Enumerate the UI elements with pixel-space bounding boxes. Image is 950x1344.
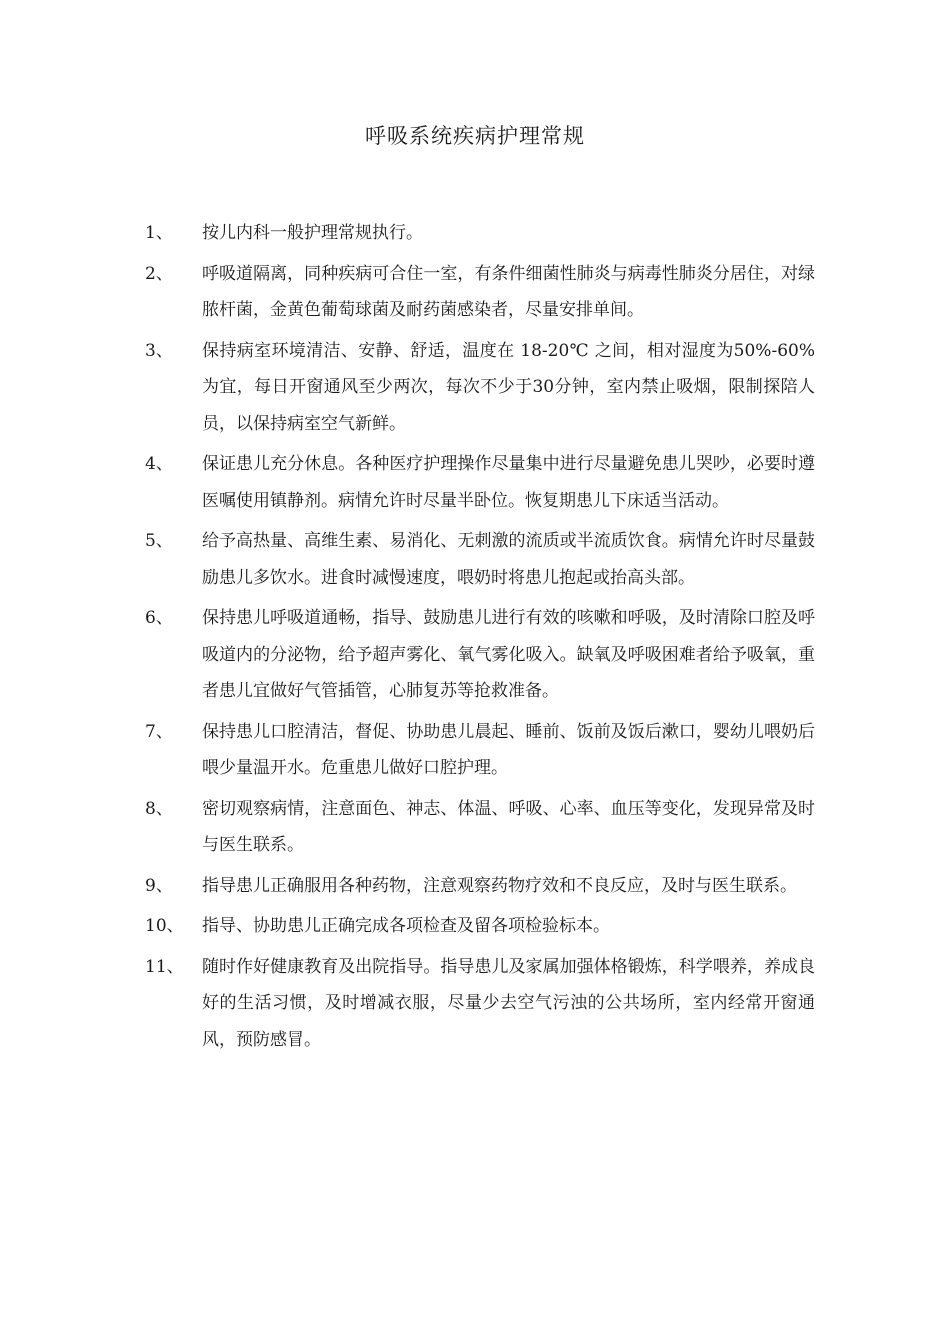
item-number: 7、 [145,721,173,742]
item-text: 指导患儿正确服用各种药物，注意观察药物疗效和不良反应，及时与医生联系。 [202,875,797,896]
list-item [145,523,815,596]
item-number: 10、 [145,916,184,936]
list-item [145,908,815,945]
list-item [145,215,815,252]
item-number: 5、 [145,531,173,551]
item-text: 指导、协助患儿正确完成各项检查及留各项检验标本。 [202,916,610,936]
item-text: 按儿内科一般护理常规执行。 [202,223,423,243]
list-item [145,256,815,329]
list-item [145,791,815,864]
item-text: 保持病室环境清洁、安静、舒适，温度在 18-20℃ 之间，相对湿度为50%-60%为宜，每日开窗通风至少两次，每次不少于30分钟，室内禁止吸烟，限制探陪人员，以保持病室空气新鲜。 [202,340,815,434]
item-text: 给予高热量、高维生素、易消化、无刺激的流质或半流质饮食。病情允许时尽量鼓励患儿多饮水。进食时减慢速度，喂奶时将患儿抱起或抬高头部。 [202,531,815,588]
item-number: 8、 [145,798,173,819]
list-item [145,333,815,443]
document-title: 呼吸系统疾病护理常规 [365,124,585,148]
item-number: 3、 [145,340,173,361]
item-text: 保证患儿充分休息。各种医疗护理操作尽量集中进行尽量避免患儿哭吵，必要时遵医嘱使用镇静剂。病情允许时尽量半卧位。恢复期患儿下床适当活动。 [202,454,815,511]
item-number: 6、 [145,608,173,628]
item-number: 11、 [145,956,184,977]
item-text: 密切观察病情，注意面色、神志、体温、呼吸、心率、血压等变化，发现异常及时与医生联系。 [202,798,815,855]
item-text: 保持患儿口腔清洁，督促、协助患儿晨起、睡前、饭前及饭后漱口，婴幼儿喂奶后喂少量温开水。危重患儿做好口腔护理。 [202,721,815,778]
item-text: 保持患儿呼吸道通畅，指导、鼓励患儿进行有效的咳嗽和呼吸，及时清除口腔及呼吸道内的分泌物，给予超声雾化、氧气雾化吸入。缺氧及呼吸困难者给予吸氧，重者患儿宜做好气管插管，心肺复苏等抢救准备。 [202,608,815,701]
item-number: 1、 [145,223,173,243]
list-item [145,446,815,519]
item-number: 9、 [145,875,173,896]
list-item [145,600,815,710]
item-text: 呼吸道隔离，同种疾病可合住一室，有条件细菌性肺炎与病毒性肺炎分居住，对绿脓杆菌，金黄色葡萄球菌及耐药菌感染者，尽量安排单间。 [202,263,815,320]
list-item [145,714,815,787]
item-number: 2、 [145,263,173,284]
nursing-rules-list [145,215,815,1062]
list-item [145,949,815,1059]
item-number: 4、 [145,454,173,474]
item-text: 随时作好健康教育及出院指导。指导患儿及家属加强体格锻炼，科学喂养，养成良好的生活习惯，及时增减衣服，尽量少去空气污浊的公共场所，室内经常开窗通风，预防感冒。 [202,956,815,1050]
list-item [145,868,815,905]
